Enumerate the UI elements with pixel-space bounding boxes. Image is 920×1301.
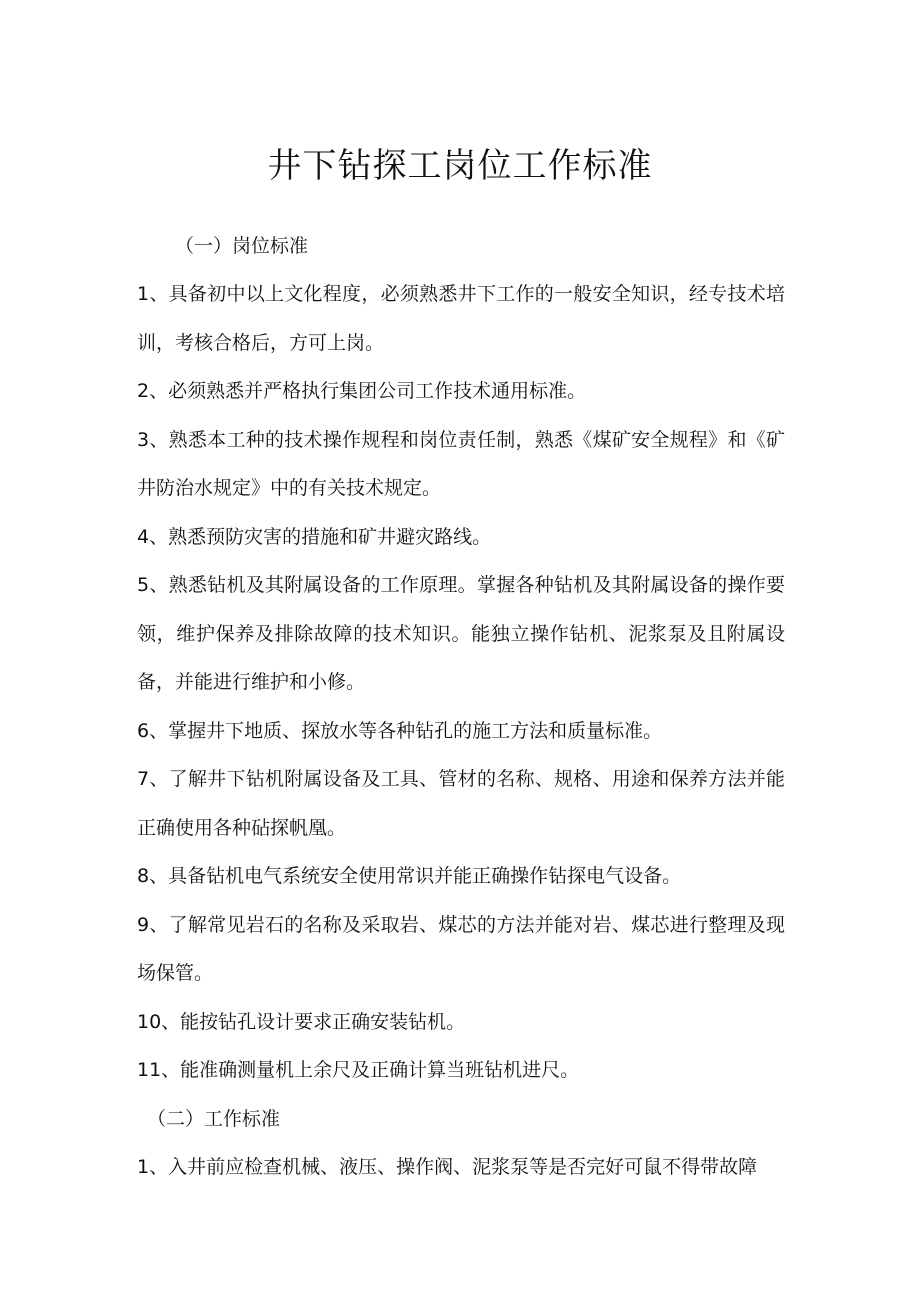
list-item: 9、了解常见岩石的名称及采取岩、煤芯的方法并能对岩、煤芯进行整理及现场保管。 — [137, 913, 785, 984]
list-item: 1、具备初中以上文化程度，必须熟悉井下工作的一般安全知识，经专技术培训，考核合格后，方可上岗。 — [137, 283, 785, 354]
section-heading-post-standard: （一）岗位标准 — [175, 235, 309, 257]
list-item: 6、掌握井下地质、探放水等各种钻孔的施工方法和质量标准。 — [137, 719, 663, 742]
list-item: 11、能准确测量机上余尺及正确计算当班钻机进尺。 — [137, 1059, 580, 1081]
document-title: 井下钻探工岗位工作标准 — [267, 146, 653, 186]
list-item: 7、了解井下钻机附属设备及工具、管材的名称、规格、用途和保养方法并能正确使用各种砧探帆凰。 — [137, 768, 785, 839]
list-item: 2、必须熟悉并严格执行集团公司工作技术通用标准。 — [137, 380, 587, 402]
list-item: 10、能按钻孔设计要求正确安装钻机。 — [137, 1010, 466, 1033]
list-item: 8、具备钻机电气系统安全使用常识并能正确操作钻探电气设备。 — [137, 865, 682, 887]
list-item: 4、熟悉预防灾害的措施和矿井避灾路线。 — [137, 525, 492, 548]
list-item: 5、熟悉钻机及其附属设备的工作原理。掌握各种钻机及其附属设备的操作要领，维护保养及排除故障的技术知识。能独立操作钻机、泥浆泵及且附属设备，并能进行维护和小修。 — [137, 574, 785, 693]
section-heading-work-standard: （二）工作标准 — [147, 1107, 281, 1130]
list-item: 1、入井前应检查机械、液压、操作阀、泥浆泵等是否完好可鼠不得带故障 — [137, 1155, 758, 1178]
document-body — [137, 222, 785, 1191]
list-item: 3、熟悉本工种的技术操作规程和岗位责任制，熟悉《煤矿安全规程》和《矿井防治水规定》中的有关技术规定。 — [137, 428, 785, 499]
